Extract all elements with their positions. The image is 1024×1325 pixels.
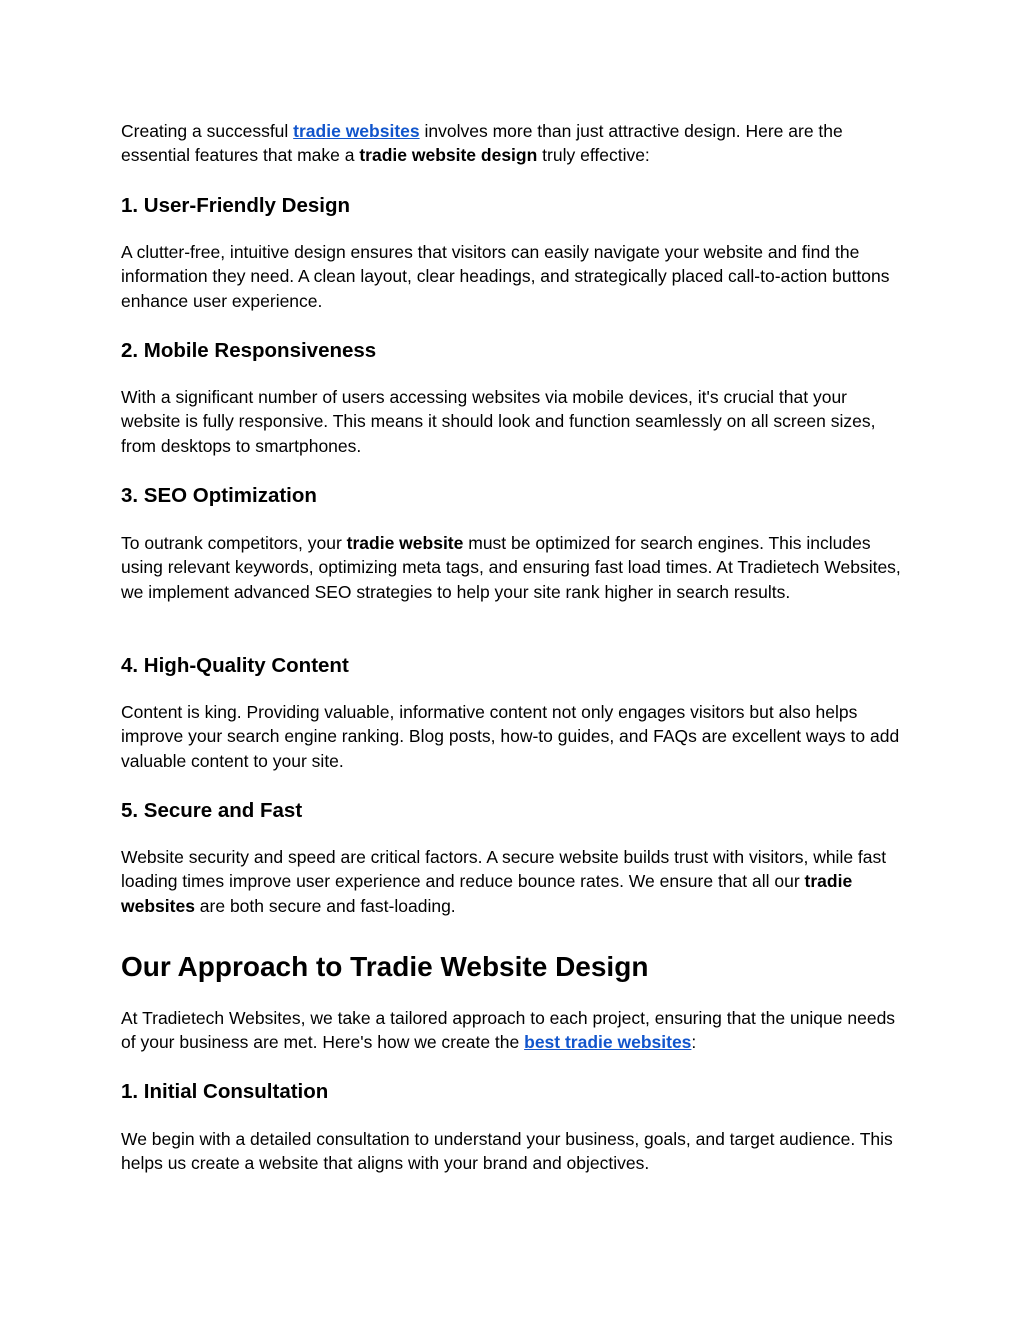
feature-paragraph-3: [121, 531, 911, 604]
consultation-paragraph: We begin with a detailed consultation to understand your business, goals, and target audience. This helps us create a website that aligns with your brand and objectives.: [121, 1129, 893, 1174]
intro-text-3: truly effective:: [537, 145, 650, 166]
feature-paragraph-5: [121, 845, 911, 918]
feature-5-bold-text: tradie websites: [121, 871, 853, 916]
intro-text-1: Creating a successful: [121, 121, 294, 141]
feature-heading-4: 4. High-Quality Content: [121, 654, 349, 677]
consultation-heading: 1. Initial Consultation: [121, 1080, 329, 1103]
feature-3-text-2: must be optimized for search engines. This includes using relevant keywords, optimizing meta tags, and ensuring fast load times. At Tradietech Websites, we implement advanced SEO strategies to help your site rank higher in search results.: [121, 533, 901, 602]
intro-bold-text: tradie website design: [359, 145, 538, 166]
feature-3-text-1: To outrank competitors, your: [121, 533, 347, 553]
feature-paragraph-4: Content is king. Providing valuable, informative content not only engages visitors but also helps improve your search engine ranking. Blog posts, how-to guides, and FAQs are excellent ways to add valuable content to your site.: [121, 702, 900, 771]
feature-5-text-1: Website security and speed are critical factors. A secure website builds trust with visitors, while fast loading times improve user experience and reduce bounce rates. We ensure that all our: [121, 847, 887, 892]
tradie-websites-link[interactable]: tradie websites: [293, 121, 420, 141]
feature-3-bold-text: tradie website: [346, 533, 464, 553]
feature-heading-2: 2. Mobile Responsiveness: [121, 339, 377, 362]
intro-paragraph: [121, 119, 911, 168]
feature-heading-3: 3. SEO Optimization: [121, 484, 317, 507]
feature-5-text-2: are both secure and fast-loading.: [194, 895, 456, 916]
approach-paragraph: [121, 1006, 911, 1055]
feature-heading-5: 5. Secure and Fast: [121, 799, 303, 822]
approach-text-1: At Tradietech Websites, we take a tailored approach to each project, ensuring that the unique needs of your business are met. Here's how we create the: [121, 1008, 896, 1053]
feature-paragraph-2: With a significant number of users accessing websites via mobile devices, it's crucial that your website is fully responsive. This means it should look and function seamlessly on all screen sizes, from desktops to smartphones.: [121, 387, 876, 456]
best-tradie-websites-link[interactable]: best tradie websites: [524, 1032, 692, 1053]
approach-heading: Our Approach to Tradie Website Design: [121, 951, 649, 982]
approach-text-2: :: [691, 1032, 697, 1053]
feature-paragraph-1: A clutter-free, intuitive design ensures that visitors can easily navigate your website and find the information they need. A clean layout, clear headings, and strategically placed call-to-action buttons enhance user experience.: [121, 242, 890, 311]
feature-heading-1: 1. User-Friendly Design: [121, 194, 350, 217]
intro-text-2: involves more than just attractive design. Here are the essential features that make a: [121, 121, 843, 166]
